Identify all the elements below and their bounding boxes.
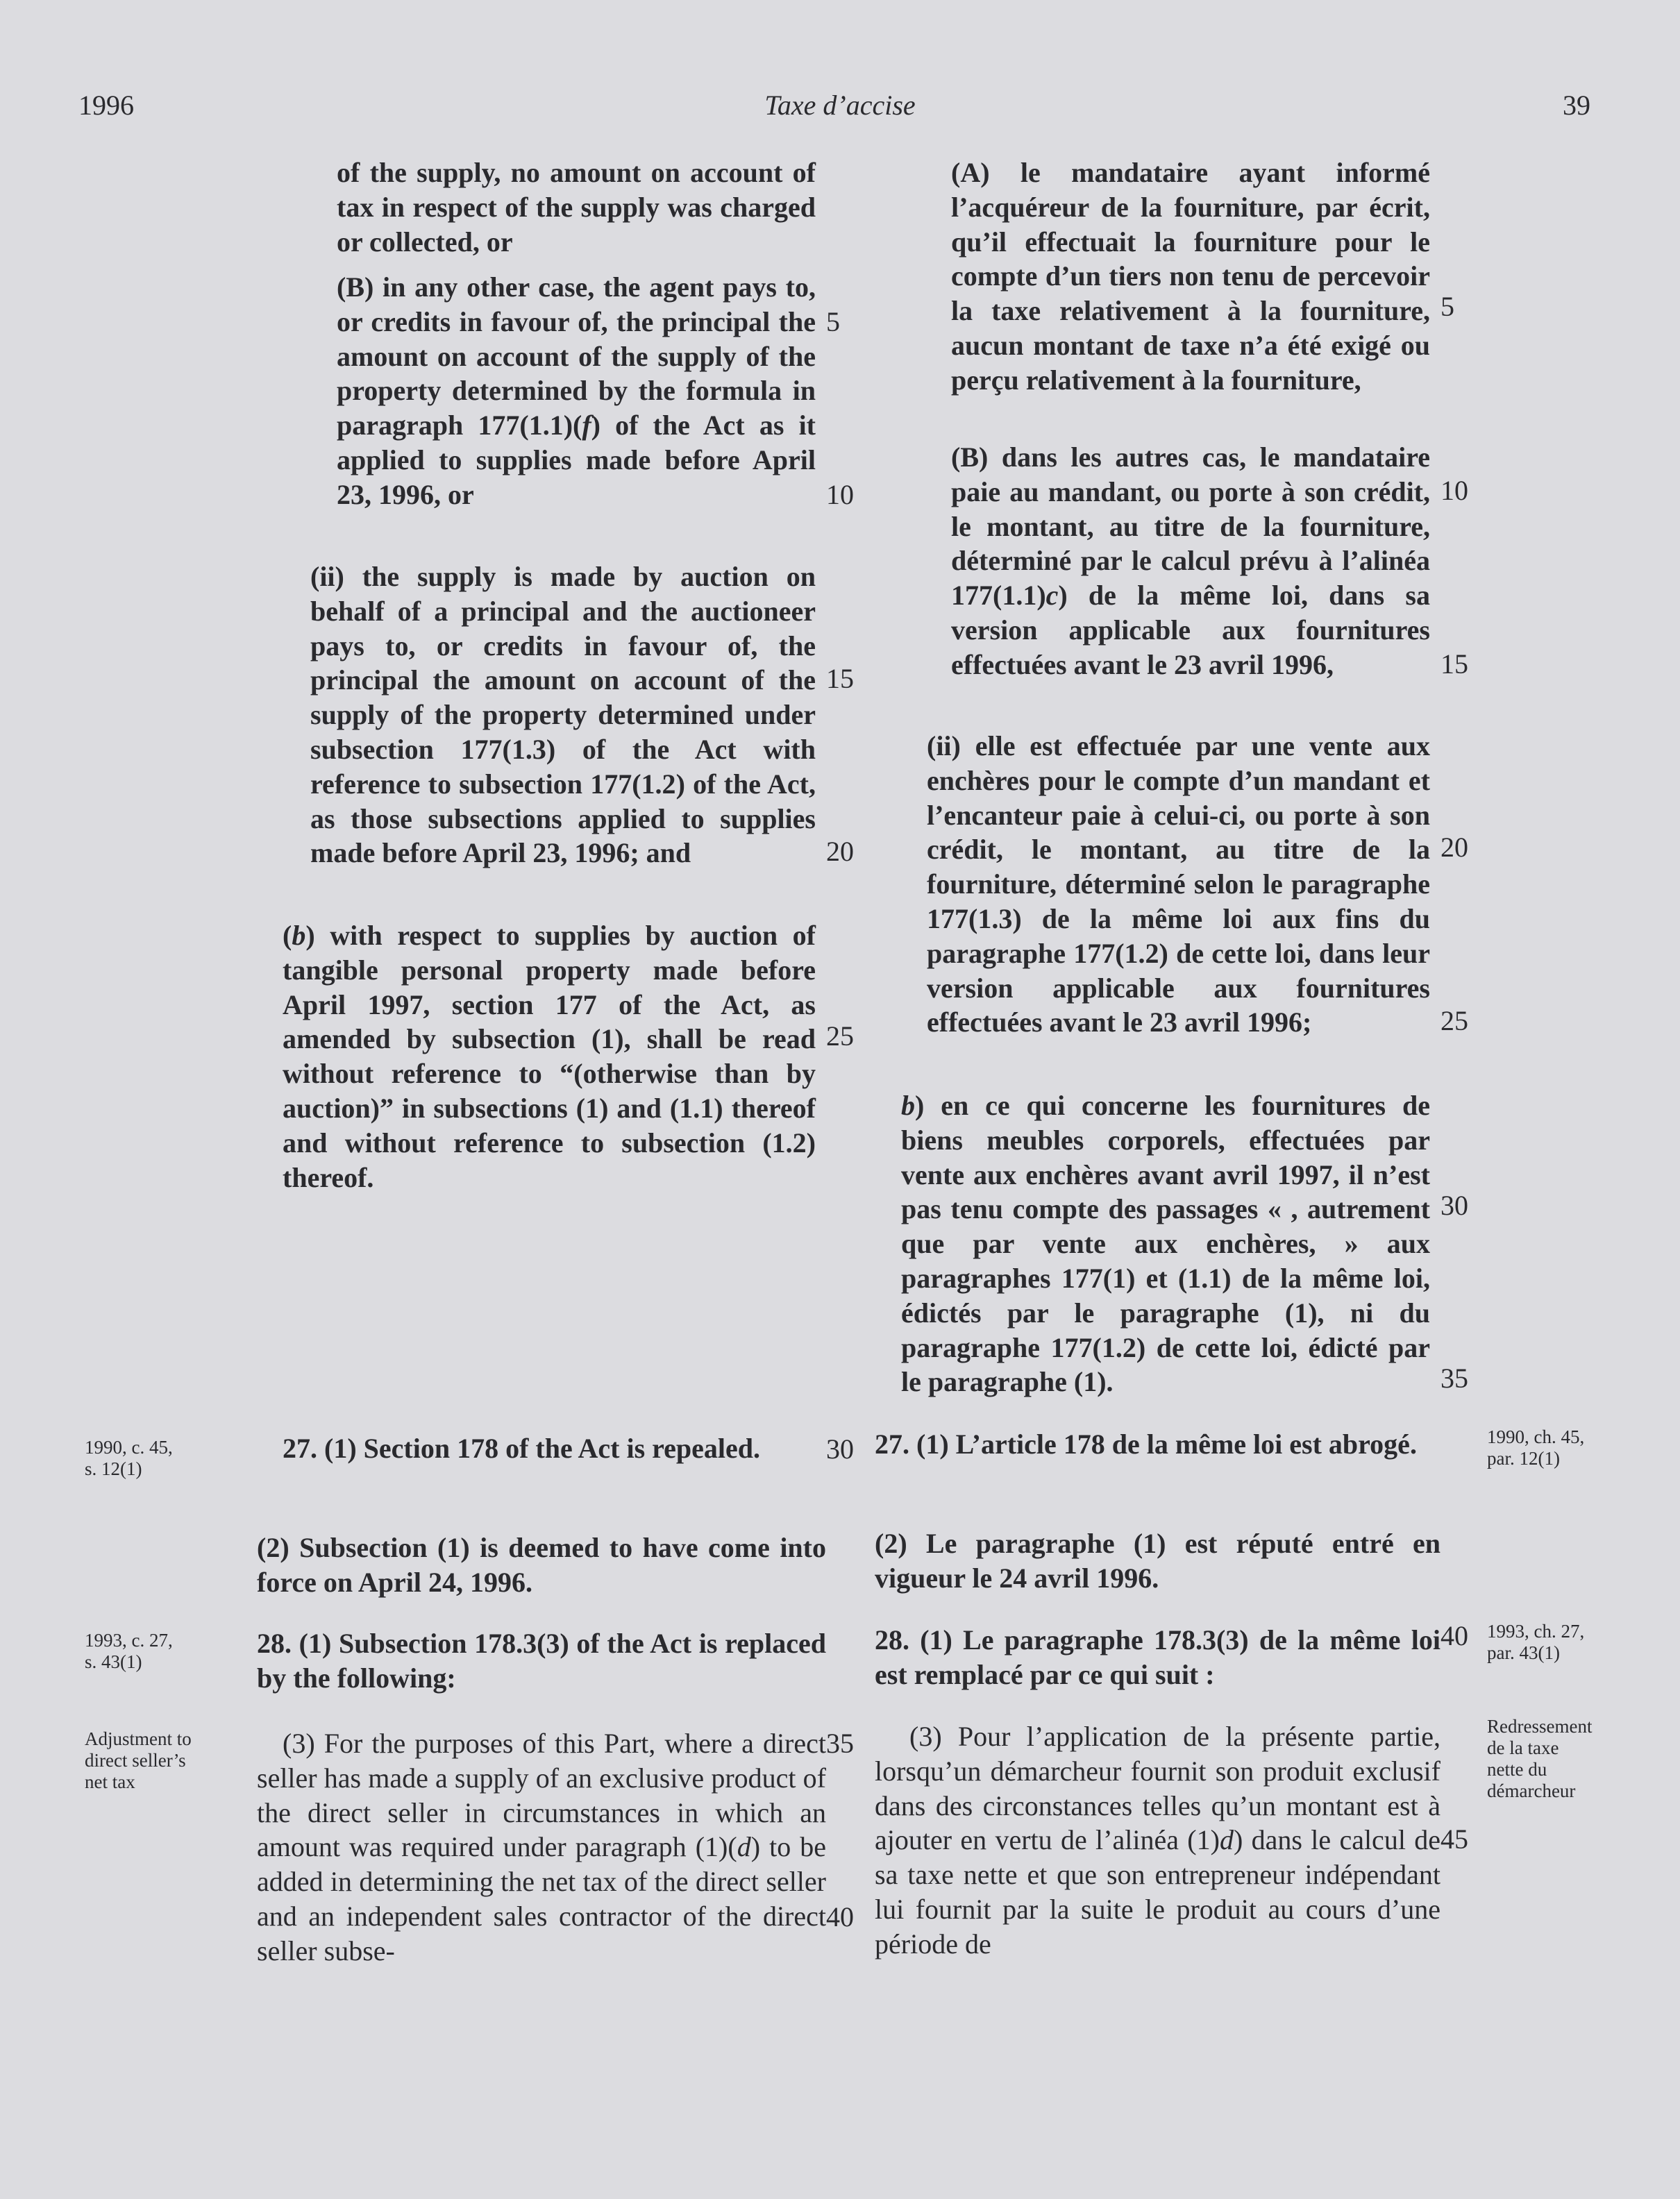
english-section-27-2: (2) Subsection (1) is deemed to have come into force on April 24, 1996. xyxy=(257,1532,826,1598)
line-number-en-10: 10 xyxy=(826,479,854,510)
english-section-27-1: 27. (1) Section 178 of the Act is repealed. xyxy=(283,1433,761,1464)
line-number-en-35: 35 xyxy=(826,1728,854,1759)
english-clause-b: (B) in any other case, the agent pays to, or credits in favour of, the principal the amount on account of the supply of the property determined by the formula in paragraph 177(1.1)(f) of the Act as it applied to supplies made before April 23, 1996, or xyxy=(337,271,816,510)
english-section-28-1: 28. (1) Subsection 178.3(3) of the Act is replaced by the following: xyxy=(257,1628,826,1694)
header-year: 1996 xyxy=(78,90,134,121)
french-paragraph-b: b) en ce qui concerne les fournitures de biens meubles corporels, effectuées par vente aux enchères avant avril 1997, il n’est pas tenu compte des passages « , autrement que par vente aux enchères, » aux paragraphes 177(1) et (1.1) de la même loi, édictés par le paragraphe (1), ni du paragraphe 177(1.2) de cette loi, édicté par le paragraphe (1). xyxy=(901,1090,1430,1398)
french-subparagraph-ii: (ii) elle est effectuée par une vente aux enchères pour le compte d’un mandant et l’encanteur paie à celui-ci, ou porte à son crédit, le montant, au titre de la fourniture, déterminé selon le paragraphe 177(1.3) de la même loi aux fins du paragraphe 177(1.2) de cette loi, dans leur version applicable aux fournitures effectuées avant le 23 avril 1996; xyxy=(927,730,1430,1038)
line-number-en-20: 20 xyxy=(826,836,854,867)
line-number-fr-5: 5 xyxy=(1440,291,1454,322)
marginal-note-right-1: 1990, ch. 45, par. 12(1) xyxy=(1487,1426,1585,1469)
marginal-note-left-3: Adjustment to direct seller’s net tax xyxy=(85,1728,192,1792)
french-section-27-1: 27. (1) L’article 178 de la même loi est abrogé. xyxy=(875,1429,1417,1460)
line-number-en-40: 40 xyxy=(826,1901,854,1932)
line-number-en-15: 15 xyxy=(826,663,854,694)
line-number-en-30: 30 xyxy=(826,1433,854,1465)
french-section-28-1: 28. (1) Le paragraphe 178.3(3) de la même loi est remplacé par ce qui suit : xyxy=(875,1624,1440,1690)
french-subsection-3: (3) Pour l’application de la présente partie, lorsqu’un démarcheur fournit son produit exclusif dans des circonstances telles qu’un montant est à ajouter en vertu de l’alinéa (1)d) dans le calcul de sa taxe nette et que son entrepreneur indépendant lui fournit par la suite le produit au cours d’une période de xyxy=(875,1721,1441,1960)
french-clause-b: (B) dans les autres cas, le mandataire paie au mandant, ou porte à son crédit, le montant, au titre de la fourniture, déterminé par le calcul prévu à l’alinéa 177(1.1)c) de la même loi, dans sa version applicable aux fournitures effectuées avant le 23 avril 1996, xyxy=(951,441,1430,680)
line-number-fr-40: 40 xyxy=(1440,1620,1468,1651)
marginal-note-left-1: 1990, c. 45, s. 12(1) xyxy=(85,1437,173,1479)
line-number-fr-10: 10 xyxy=(1440,475,1468,506)
marginal-note-right-2: 1993, ch. 27, par. 43(1) xyxy=(1487,1621,1585,1663)
line-number-fr-20: 20 xyxy=(1440,832,1468,863)
line-number-fr-30: 30 xyxy=(1440,1190,1468,1221)
line-number-fr-25: 25 xyxy=(1440,1005,1468,1036)
line-number-fr-15: 15 xyxy=(1440,648,1468,680)
line-number-en-5: 5 xyxy=(826,306,840,337)
header-title: Taxe d’accise xyxy=(764,90,916,121)
line-number-fr-35: 35 xyxy=(1440,1363,1468,1394)
english-paragraph-a-end: of the supply, no amount on account of tax in respect of the supply was charged or collected, or xyxy=(337,157,816,258)
line-number-en-25: 25 xyxy=(826,1020,854,1052)
marginal-note-left-2: 1993, c. 27, s. 43(1) xyxy=(85,1630,173,1672)
english-paragraph-b: (b) with respect to supplies by auction of tangible personal property made before April 1997, section 177 of the Act, as amended by subsection (1), shall be read without reference to “(otherwise than by auction)” in subsections (1) and (1.1) thereof and without reference to subsection (1.2) thereof. xyxy=(283,920,816,1193)
line-number-fr-45: 45 xyxy=(1440,1823,1468,1855)
english-subsection-3: (3) For the purposes of this Part, where a direct seller has made a supply of an exclusive product of the direct seller in circumstances in which an amount was required under paragraph (1)(d) to be added in determining the net tax of the direct seller and an independent sales contractor of the direct seller subse- xyxy=(257,1728,827,1966)
french-clause-a: (A) le mandataire ayant informé l’acquéreur de la fourniture, par écrit, qu’il effectuait la fourniture pour le compte d’un tiers non tenu de percevoir la taxe relativement à la fourniture, aucun montant de taxe n’a été exigé ou perçu relativement à la fourniture, xyxy=(951,157,1430,396)
french-section-27-2: (2) Le paragraphe (1) est réputé entré en vigueur le 24 avril 1996. xyxy=(875,1528,1440,1594)
marginal-note-right-3: Redressement de la taxe nette du démarcheur xyxy=(1487,1716,1593,1801)
english-subparagraph-ii: (ii) the supply is made by auction on behalf of a principal and the auctioneer pays to, or credits in favour of, the principal the amount on account of the supply of the property determined under subsection 177(1.3) of the Act with reference to subsection 177(1.2) of the Act, as those subsections applied to supplies made before April 23, 1996; and xyxy=(310,561,816,869)
header-page-number: 39 xyxy=(1563,90,1590,121)
